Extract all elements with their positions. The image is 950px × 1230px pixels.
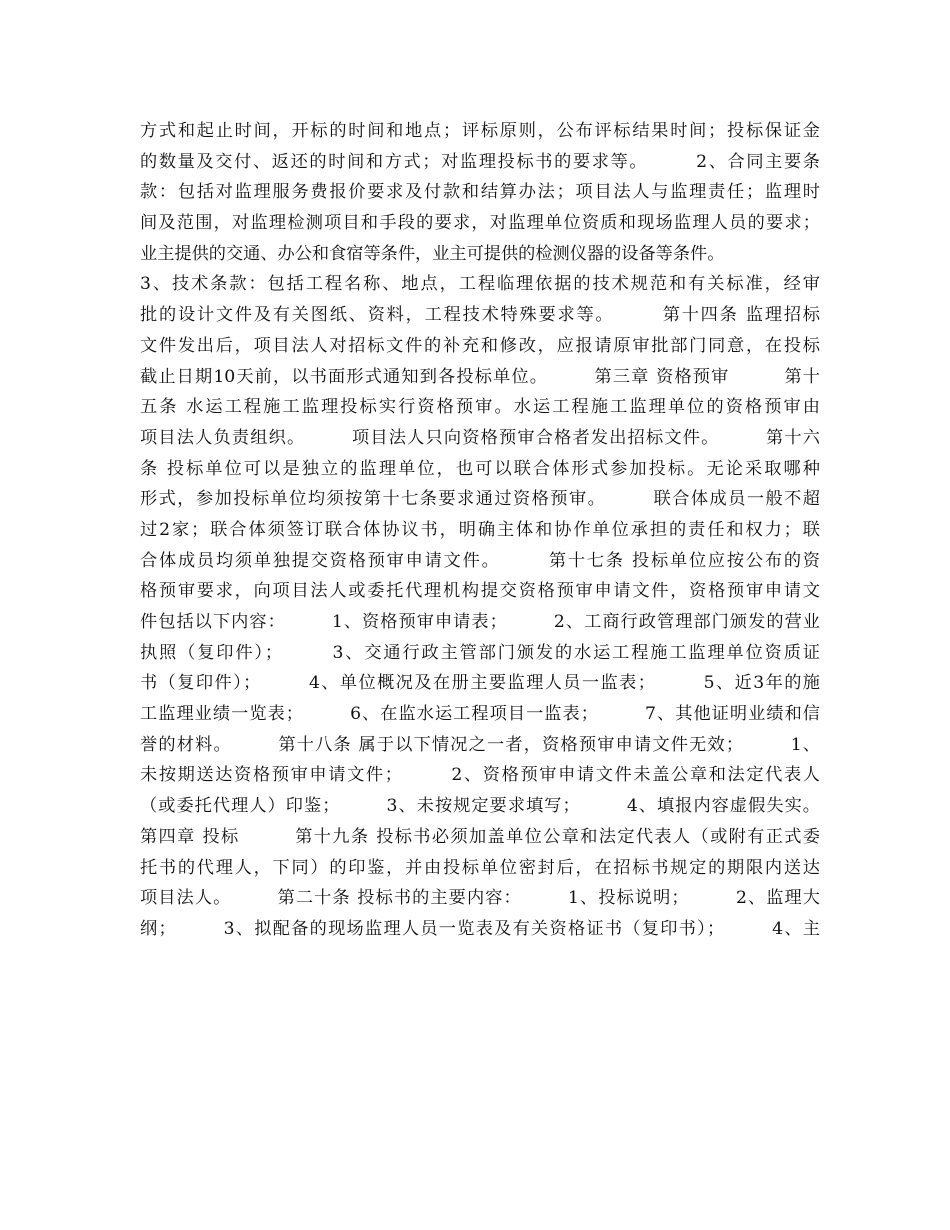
text-line: 方式和起止时间，开标的时间和地点；评标原则，公布评标结果时间；投标保证金	[140, 121, 820, 141]
text-line: 业主提供的交通、办公和食宿等条件，业主可提供的检测仪器的设备等条件。	[140, 243, 725, 264]
text-line: 纲； 3、拟配备的现场监理人员一览表及有关资格证书（复印书）； 4、主	[140, 918, 820, 939]
text-line: 件包括以下内容： 1、资格预审申请表； 2、工商行政管理部门颁发的营业	[140, 612, 820, 632]
text-line: （或委托代理人）印鉴； 3、未按规定要求填写； 4、填报内容虚假失实。	[140, 796, 820, 817]
text-line: 托书的代理人，下同）的印鉴，并由投标单位密封后，在招标书规定的期限内送达	[140, 857, 820, 878]
text-line: 格预审要求，向项目法人或委托代理机构提交资格预审申请文件，资格预审申请文	[140, 581, 820, 602]
text-line: 的数量及交付、返还的时间和方式；对监理投标书的要求等。 2、合同主要条	[140, 151, 820, 172]
text-line: 工监理业绩一览表； 6、在监水运工程项目一监表； 7、其他证明业绩和信	[140, 704, 820, 725]
text-line: 批的设计文件及有关图纸、资料，工程技术特殊要求等。 第十四条 监理招标	[140, 305, 820, 326]
text-line: 誉的材料。 第十八条 属于以下情况之一者，资格预审申请文件无效； 1、	[140, 734, 820, 755]
text-line: 条 投标单位可以是独立的监理单位，也可以联合体形式参加投标。无论采取哪种	[140, 458, 820, 479]
text-line: 五条 水运工程施工监理投标实行资格预审。水运工程施工监理单位的资格预审由	[140, 397, 820, 418]
text-line: 合体成员均须单独提交资格预审申请文件。 第十七条 投标单位应按公布的资	[140, 550, 820, 571]
text-line: 第四章 投标 第十九条 投标书必须加盖单位公章和法定代表人（或附有正式委	[140, 826, 820, 847]
text-line: 3、技术条款：包括工程名称、地点，工程临理依据的技术规范和有关标准，经审	[140, 274, 820, 295]
text-line: 形式，参加投标单位均须按第十七条要求通过资格预审。 联合体成员一般不超	[140, 489, 820, 510]
text-line: 项目法人。 第二十条 投标书的主要内容： 1、投标说明； 2、监理大	[140, 888, 820, 909]
text-line: 过2家；联合体须签订联合体协议书，明确主体和协作单位承担的责任和权力；联	[140, 519, 820, 540]
text-line: 未按期送达资格预审申请文件； 2、资格预审申请文件未盖公章和法定代表人	[140, 765, 820, 786]
text-line: 款：包括对监理服务费报价要求及付款和结算办法；项目法人与监理责任；监理时	[140, 182, 820, 203]
text-line: 书（复印件）； 4、单位概况及在册主要监理人员一监表； 5、近3年的施	[140, 673, 820, 694]
text-line: 文件发出后，项目法人对招标文件的补充和修改，应报请原审批部门同意，在投标	[140, 335, 820, 356]
text-line: 执照（复印件）； 3、交通行政主管部门颁发的水运工程施工监理单位资质证	[140, 642, 820, 663]
text-line: 截止日期10天前，以书面形式通知到各投标单位。 第三章 资格预审 第十	[140, 366, 820, 387]
text-line: 间及范围，对监理检测项目和手段的要求，对监理单位资质和现场监理人员的要求；	[140, 213, 820, 234]
document-body	[140, 116, 820, 945]
text-line: 项目法人负责组织。 项目法人只向资格预审合格者发出招标文件。 第十六	[140, 427, 820, 448]
